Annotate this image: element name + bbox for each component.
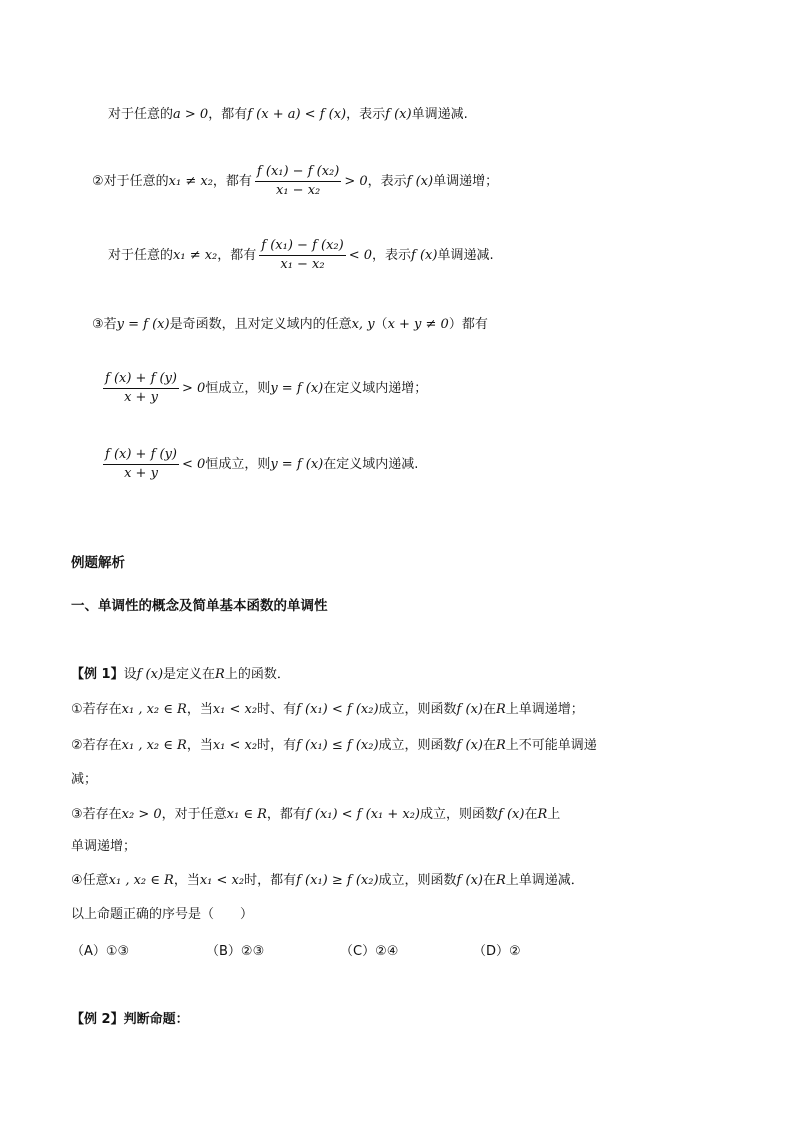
text: 上单调递减． [505,873,584,888]
math: x₁ , x₂ ∈ R [121,702,187,717]
fraction [255,163,341,200]
math-inequality: f (x + a) < f (x) [247,107,347,122]
text: 在定义域内递减. [323,457,419,472]
math: f (x) [498,807,525,822]
section-title: 例题解析 [71,555,125,571]
math: x₁ < x₂ [212,702,258,717]
math: f (x) [456,702,483,717]
text: 在定义域内递增； [323,381,428,396]
text: ，都有 [266,807,306,822]
text: 在 [524,807,538,822]
math: f (x) [456,873,483,888]
fraction-numerator: f (x) + f (y) [103,370,179,389]
math: x₁ , x₂ ∈ R [121,738,187,753]
example-1-intro [71,668,290,681]
text: 时，都有 [244,873,297,888]
math-vars: x, y [351,317,375,332]
text: 成立，则函数 [378,702,457,717]
text: 成立，则函数 [420,807,499,822]
text: ，表示 [367,174,407,189]
text: 是奇函数，且对定义域内的任意 [169,317,352,332]
def-line-odd-decreasing [100,446,418,483]
math: x₁ < x₂ [199,873,245,888]
text: 单调递减. [411,107,468,122]
math: f (x₁) ≤ f (x₂) [296,738,379,753]
text: ，表示 [346,107,386,122]
fraction-numerator: f (x₁) − f (x₂) [259,237,345,256]
math-fx: f (x) [406,174,434,189]
text: ，都有 [217,248,257,263]
def-line-decreasing-quotient [108,237,494,274]
example-1-statement-2 [71,739,597,752]
example-1-statement-4 [71,874,584,887]
example-1-statement-3 [71,808,560,821]
text: 成立，则函数 [378,738,457,753]
text: 是定义在 [163,667,216,682]
def-line-increasing-quotient [92,163,498,200]
text: 恒成立，则 [205,381,271,396]
math-relation: > 0 [182,381,206,396]
text: ，都有 [212,174,252,189]
option-b: （B）②③ [206,944,265,959]
math: f (x₁) < f (x₁ + x₂) [305,807,421,822]
text: 恒成立，则 [205,457,271,472]
math: f (x₁) ≥ f (x₂) [296,873,379,888]
example-1-statement-1 [71,703,584,716]
math-R: R [215,667,225,682]
example-1-statement-2-cont: 减； [71,772,98,787]
text: 上不可能单调递 [505,738,597,753]
text: 成立，则函数 [378,873,457,888]
option-c: （C）②④ [340,944,399,959]
math-fx: f (x) [385,107,412,122]
text: 对于任意的 [108,107,174,122]
text: ④任意 [71,873,109,888]
text: ③若存在 [71,807,122,822]
fraction-numerator: f (x) + f (y) [103,446,179,465]
math-condition: a > 0 [173,107,209,122]
def-line-decreasing-shift [108,108,468,121]
option-a: （A）①③ [71,944,130,959]
math-relation: > 0 [344,174,368,189]
math: R [495,702,506,717]
fraction-denominator: x₁ − x₂ [280,257,325,272]
fraction-numerator: f (x₁) − f (x₂) [255,163,341,182]
text: ，当 [173,873,200,888]
text: 上 [547,807,561,822]
text: 单调递减. [437,248,494,263]
example-1-statement-3-cont: 单调递增； [71,839,137,854]
text: 在 [482,702,496,717]
example-tag: 【例 1】 [71,667,124,682]
math-condition: x + y ≠ 0 [387,317,449,332]
text: ①若存在 [71,702,122,717]
text: ）都有 [448,317,488,332]
text: ，对于任意 [161,807,227,822]
text: 时、有 [257,702,297,717]
text: 上单调递增； [505,702,584,717]
fraction [103,446,179,483]
math: R [537,807,548,822]
fraction-denominator: x + y [124,390,158,405]
math-condition: x₁ ≠ x₂ [168,174,213,189]
text: 时，有 [257,738,297,753]
text: 在 [482,873,496,888]
text: ，当 [186,738,213,753]
example-tag: 【例 2】 [71,1012,124,1027]
def-line-odd-function [92,318,488,331]
text: （ [374,317,388,332]
text: ，当 [186,702,213,717]
section-subtitle: 一、单调性的概念及简单基本函数的单调性 [71,598,328,614]
option-d: （D）② [473,944,521,959]
text: 设 [123,667,137,682]
text: 判断命题： [123,1012,189,1027]
math: f (x₁) < f (x₂) [296,702,379,717]
text: 在 [482,738,496,753]
fraction-denominator: x₁ − x₂ [276,183,321,198]
fraction [103,370,179,407]
math-fx: f (x) [411,248,438,263]
example-2-intro [71,1013,189,1026]
math: x₁ ∈ R [226,807,267,822]
math-condition: x₁ ≠ x₂ [173,248,218,263]
math: R [495,873,506,888]
math-relation: < 0 [182,457,206,472]
text: ，表示 [372,248,412,263]
text: ，都有 [208,107,248,122]
fraction-denominator: x + y [124,466,158,481]
math: x₁ < x₂ [212,738,258,753]
math: R [495,738,506,753]
math-function: y = f (x) [270,381,324,396]
math: x₂ > 0 [121,807,162,822]
math-fx: f (x) [136,667,164,682]
math-relation: < 0 [348,248,372,263]
fraction [259,237,345,274]
text: 对于任意的 [108,248,174,263]
text: 上的函数． [224,667,290,682]
math: x₁ , x₂ ∈ R [108,873,174,888]
math-function: y = f (x) [270,457,324,472]
math: f (x) [456,738,483,753]
def-line-odd-increasing [100,370,427,407]
text: 单调递增； [433,174,499,189]
example-1-question: 以上命题正确的序号是（ ） [71,907,254,922]
math-function: y = f (x) [116,317,170,332]
text: ②对于任意的 [92,174,169,189]
text: ③若 [92,317,117,332]
text: ②若存在 [71,738,122,753]
